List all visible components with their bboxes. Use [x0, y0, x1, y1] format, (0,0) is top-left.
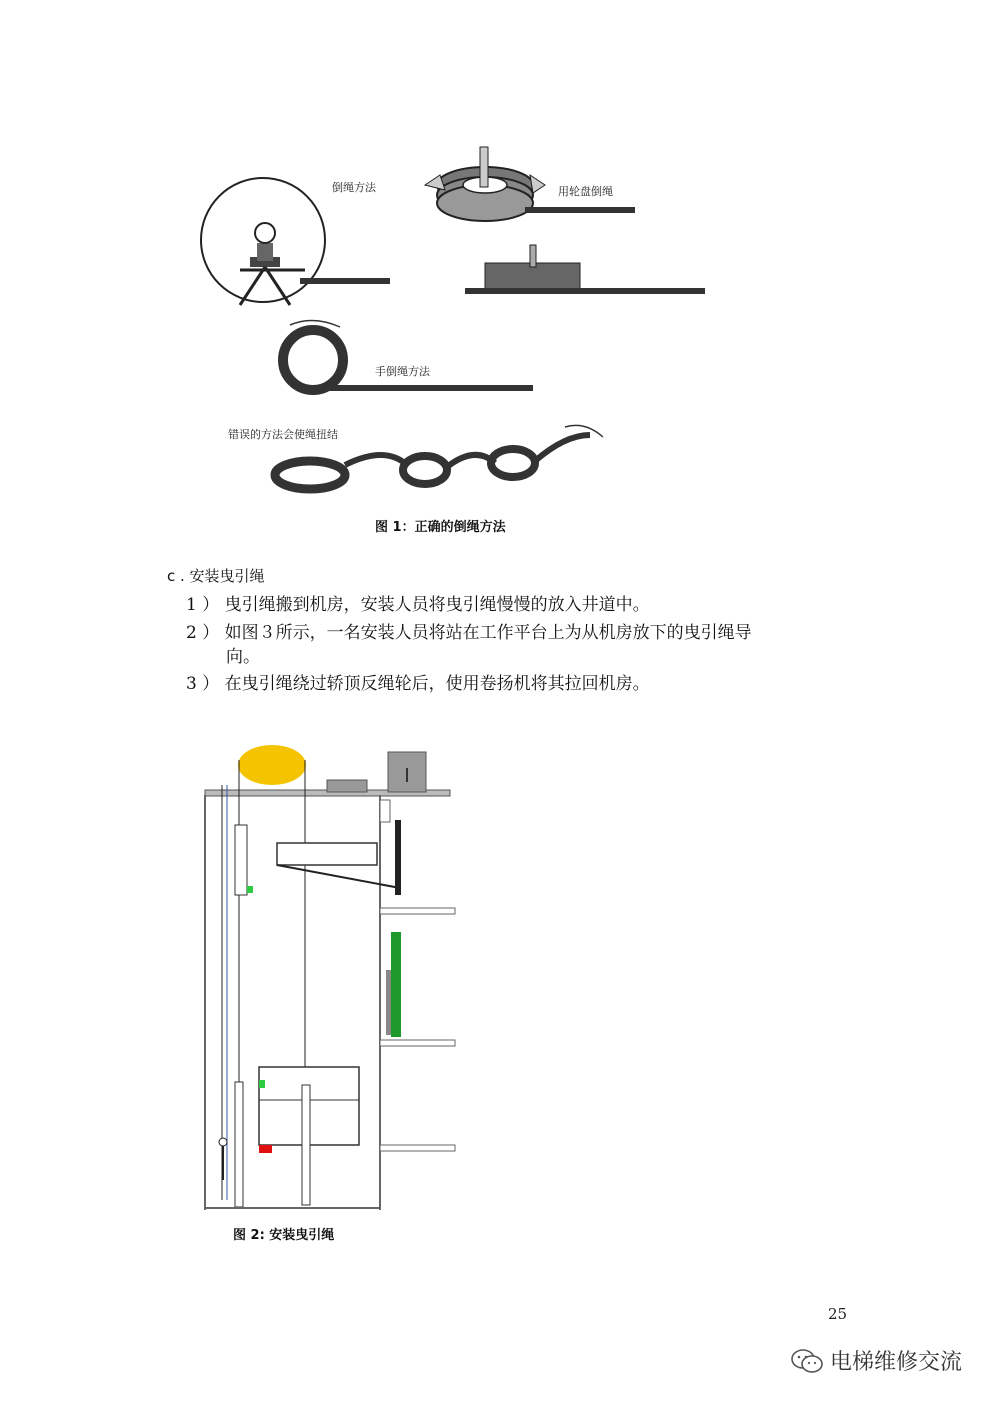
- figure-install-rope: [195, 740, 475, 1243]
- item-text: 曳引绳搬到机房，安装人员将曳引绳慢慢的放入井道中。: [224, 595, 650, 615]
- item-number: 3 ）: [186, 674, 220, 694]
- label-rope-method: 倒绳方法: [332, 181, 376, 194]
- item-number: 1 ）: [186, 595, 220, 615]
- watermark-text: 电梯维修交流: [829, 1350, 962, 1375]
- rope-reeling-illustration: [195, 145, 715, 515]
- shaft-diagram: [195, 740, 475, 1220]
- page-number: 25: [828, 1305, 848, 1323]
- label-wheel-method: 用轮盘倒绳: [558, 185, 613, 198]
- list-item: [186, 590, 650, 615]
- section-heading: c . 安装曳引绳: [167, 567, 265, 585]
- label-hand-method: 手倒绳方法: [375, 365, 430, 378]
- figure2-caption: 图 2: 安装曳引绳: [233, 1228, 335, 1243]
- wechat-icon: [790, 1347, 824, 1375]
- label-wrong-method: 错误的方法会使绳扭结: [228, 428, 338, 441]
- item-number: 2 ）: [186, 623, 220, 643]
- item-text: 如图３所示，一名安装人员将站在工作平台上为从机房放下的曳引绳导: [224, 623, 752, 643]
- list-item-continuation: 向。: [226, 647, 260, 667]
- watermark: [790, 1345, 962, 1376]
- list-item: [186, 618, 752, 643]
- item-text: 在曳引绳绕过轿顶反绳轮后，使用卷扬机将其拉回机房。: [224, 674, 650, 694]
- list-item: [186, 669, 650, 694]
- figure1-caption: 图 1：正确的倒绳方法: [375, 520, 506, 535]
- figure-rope-reeling: [195, 145, 715, 535]
